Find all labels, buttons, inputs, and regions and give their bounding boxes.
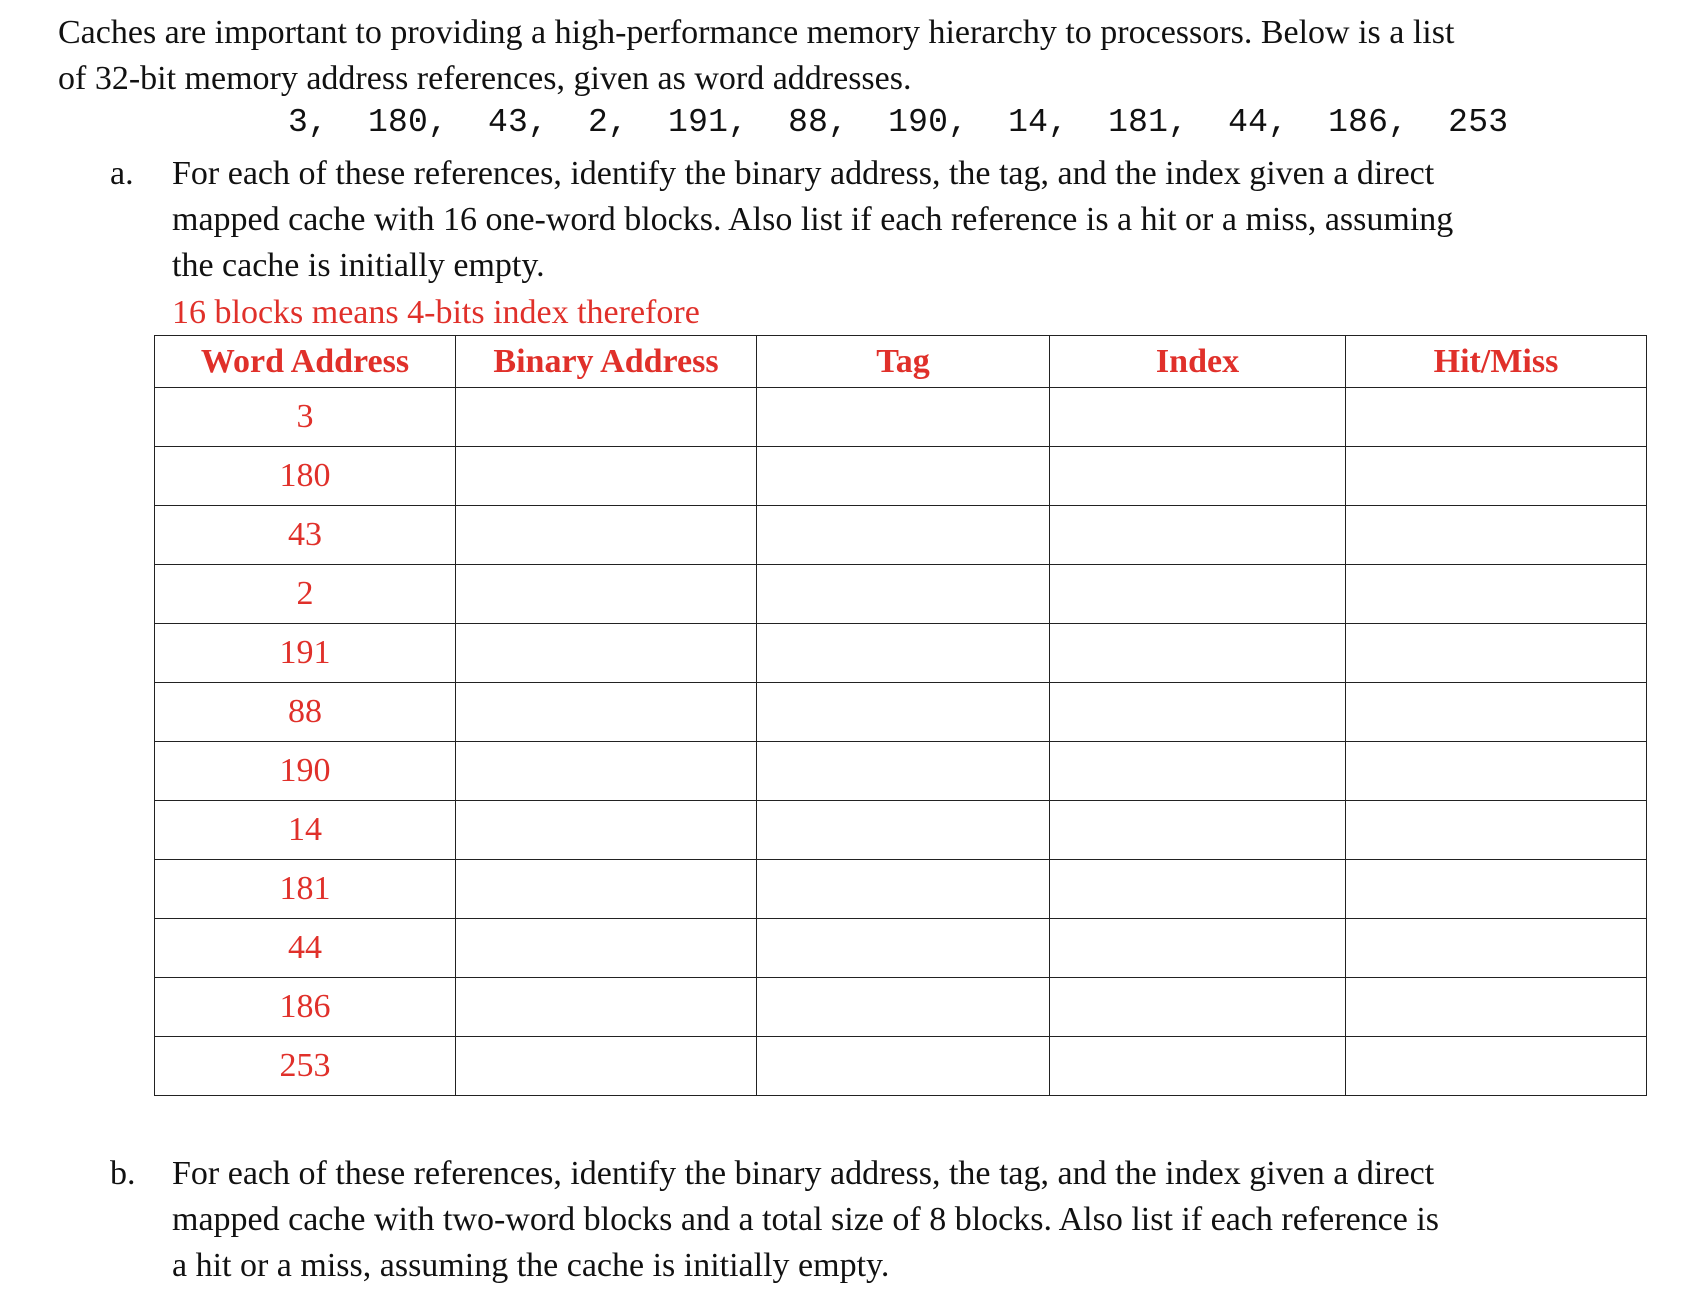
table-row (155, 742, 1647, 801)
part-b-line-2: mapped cache with two-word blocks and a total size of 8 blocks. Also list if each reference is (172, 1201, 1440, 1238)
tag-cell[interactable] (757, 919, 1050, 978)
binary-address-cell[interactable] (456, 447, 757, 506)
word-address-cell: 186 (155, 978, 456, 1037)
word-address-cell: 190 (155, 742, 456, 801)
tag-cell[interactable] (757, 1037, 1050, 1096)
table-row (155, 1037, 1647, 1096)
word-address-cell: 43 (155, 506, 456, 565)
index-cell[interactable] (1050, 565, 1346, 624)
tag-cell[interactable] (757, 565, 1050, 624)
index-cell[interactable] (1050, 919, 1346, 978)
binary-address-cell[interactable] (456, 860, 757, 919)
binary-address-cell[interactable] (456, 919, 757, 978)
word-address-cell: 253 (155, 1037, 456, 1096)
intro-line-2: of 32-bit memory address references, given as word addresses. (58, 60, 912, 97)
hit-miss-cell[interactable] (1346, 388, 1647, 447)
index-cell[interactable] (1050, 978, 1346, 1037)
tag-cell[interactable] (757, 742, 1050, 801)
tag-cell[interactable] (757, 624, 1050, 683)
tag-cell[interactable] (757, 683, 1050, 742)
table-row (155, 447, 1647, 506)
binary-address-cell[interactable] (456, 978, 757, 1037)
header-index: Index (1050, 336, 1346, 388)
binary-address-cell[interactable] (456, 506, 757, 565)
part-b-line-3: a hit or a miss, assuming the cache is initially empty. (172, 1247, 890, 1284)
part-b-text (172, 1151, 1632, 1289)
table-row (155, 919, 1647, 978)
part-a-text (172, 151, 1632, 289)
hit-miss-cell[interactable] (1346, 565, 1647, 624)
hit-miss-cell[interactable] (1346, 860, 1647, 919)
binary-address-cell[interactable] (456, 565, 757, 624)
word-address-cell: 181 (155, 860, 456, 919)
table-header-row (155, 336, 1647, 388)
index-cell[interactable] (1050, 447, 1346, 506)
index-cell[interactable] (1050, 1037, 1346, 1096)
hit-miss-cell[interactable] (1346, 447, 1647, 506)
word-address-cell: 44 (155, 919, 456, 978)
binary-address-cell[interactable] (456, 624, 757, 683)
word-address-cell: 180 (155, 447, 456, 506)
address-reference-list: 3, 180, 43, 2, 191, 88, 190, 14, 181, 44, 186, 253 (288, 104, 1509, 141)
index-cell[interactable] (1050, 801, 1346, 860)
index-cell[interactable] (1050, 506, 1346, 565)
binary-address-cell[interactable] (456, 388, 757, 447)
table-row (155, 978, 1647, 1037)
hit-miss-cell[interactable] (1346, 683, 1647, 742)
table-body (155, 388, 1647, 1096)
binary-address-cell[interactable] (456, 1037, 757, 1096)
hit-miss-cell[interactable] (1346, 978, 1647, 1037)
part-b-marker: b. (110, 1155, 136, 1192)
tag-cell[interactable] (757, 447, 1050, 506)
table-row (155, 860, 1647, 919)
word-address-cell: 14 (155, 801, 456, 860)
index-cell[interactable] (1050, 683, 1346, 742)
hit-miss-cell[interactable] (1346, 1037, 1647, 1096)
word-address-cell: 88 (155, 683, 456, 742)
table-row (155, 388, 1647, 447)
hit-miss-cell[interactable] (1346, 801, 1647, 860)
tag-cell[interactable] (757, 801, 1050, 860)
binary-address-cell[interactable] (456, 683, 757, 742)
hit-miss-cell[interactable] (1346, 624, 1647, 683)
index-cell[interactable] (1050, 624, 1346, 683)
header-binary-address: Binary Address (456, 336, 757, 388)
table-row (155, 624, 1647, 683)
part-a-line-3: the cache is initially empty. (172, 247, 545, 284)
header-word-address: Word Address (155, 336, 456, 388)
tag-cell[interactable] (757, 978, 1050, 1037)
answer-note: 16 blocks means 4-bits index therefore (172, 294, 700, 331)
part-a-line-1: For each of these references, identify the binary address, the tag, and the index given a direct (172, 155, 1435, 192)
table-row (155, 565, 1647, 624)
hit-miss-cell[interactable] (1346, 919, 1647, 978)
index-cell[interactable] (1050, 860, 1346, 919)
hit-miss-cell[interactable] (1346, 506, 1647, 565)
table-row (155, 683, 1647, 742)
word-address-cell: 3 (155, 388, 456, 447)
index-cell[interactable] (1050, 742, 1346, 801)
part-a-marker: a. (110, 155, 134, 192)
word-address-cell: 2 (155, 565, 456, 624)
header-hit-miss: Hit/Miss (1346, 336, 1647, 388)
table-row (155, 801, 1647, 860)
cache-table (154, 335, 1647, 1096)
table-row (155, 506, 1647, 565)
header-tag: Tag (757, 336, 1050, 388)
hit-miss-cell[interactable] (1346, 742, 1647, 801)
binary-address-cell[interactable] (456, 742, 757, 801)
part-b-line-1: For each of these references, identify the binary address, the tag, and the index given a direct (172, 1155, 1435, 1192)
intro-line-1: Caches are important to providing a high-performance memory hierarchy to processors. Below is a list (58, 14, 1455, 51)
intro-paragraph (58, 10, 1658, 102)
part-a-line-2: mapped cache with 16 one-word blocks. Also list if each reference is a hit or a miss, assuming (172, 201, 1454, 238)
word-address-cell: 191 (155, 624, 456, 683)
tag-cell[interactable] (757, 388, 1050, 447)
tag-cell[interactable] (757, 860, 1050, 919)
binary-address-cell[interactable] (456, 801, 757, 860)
index-cell[interactable] (1050, 388, 1346, 447)
tag-cell[interactable] (757, 506, 1050, 565)
